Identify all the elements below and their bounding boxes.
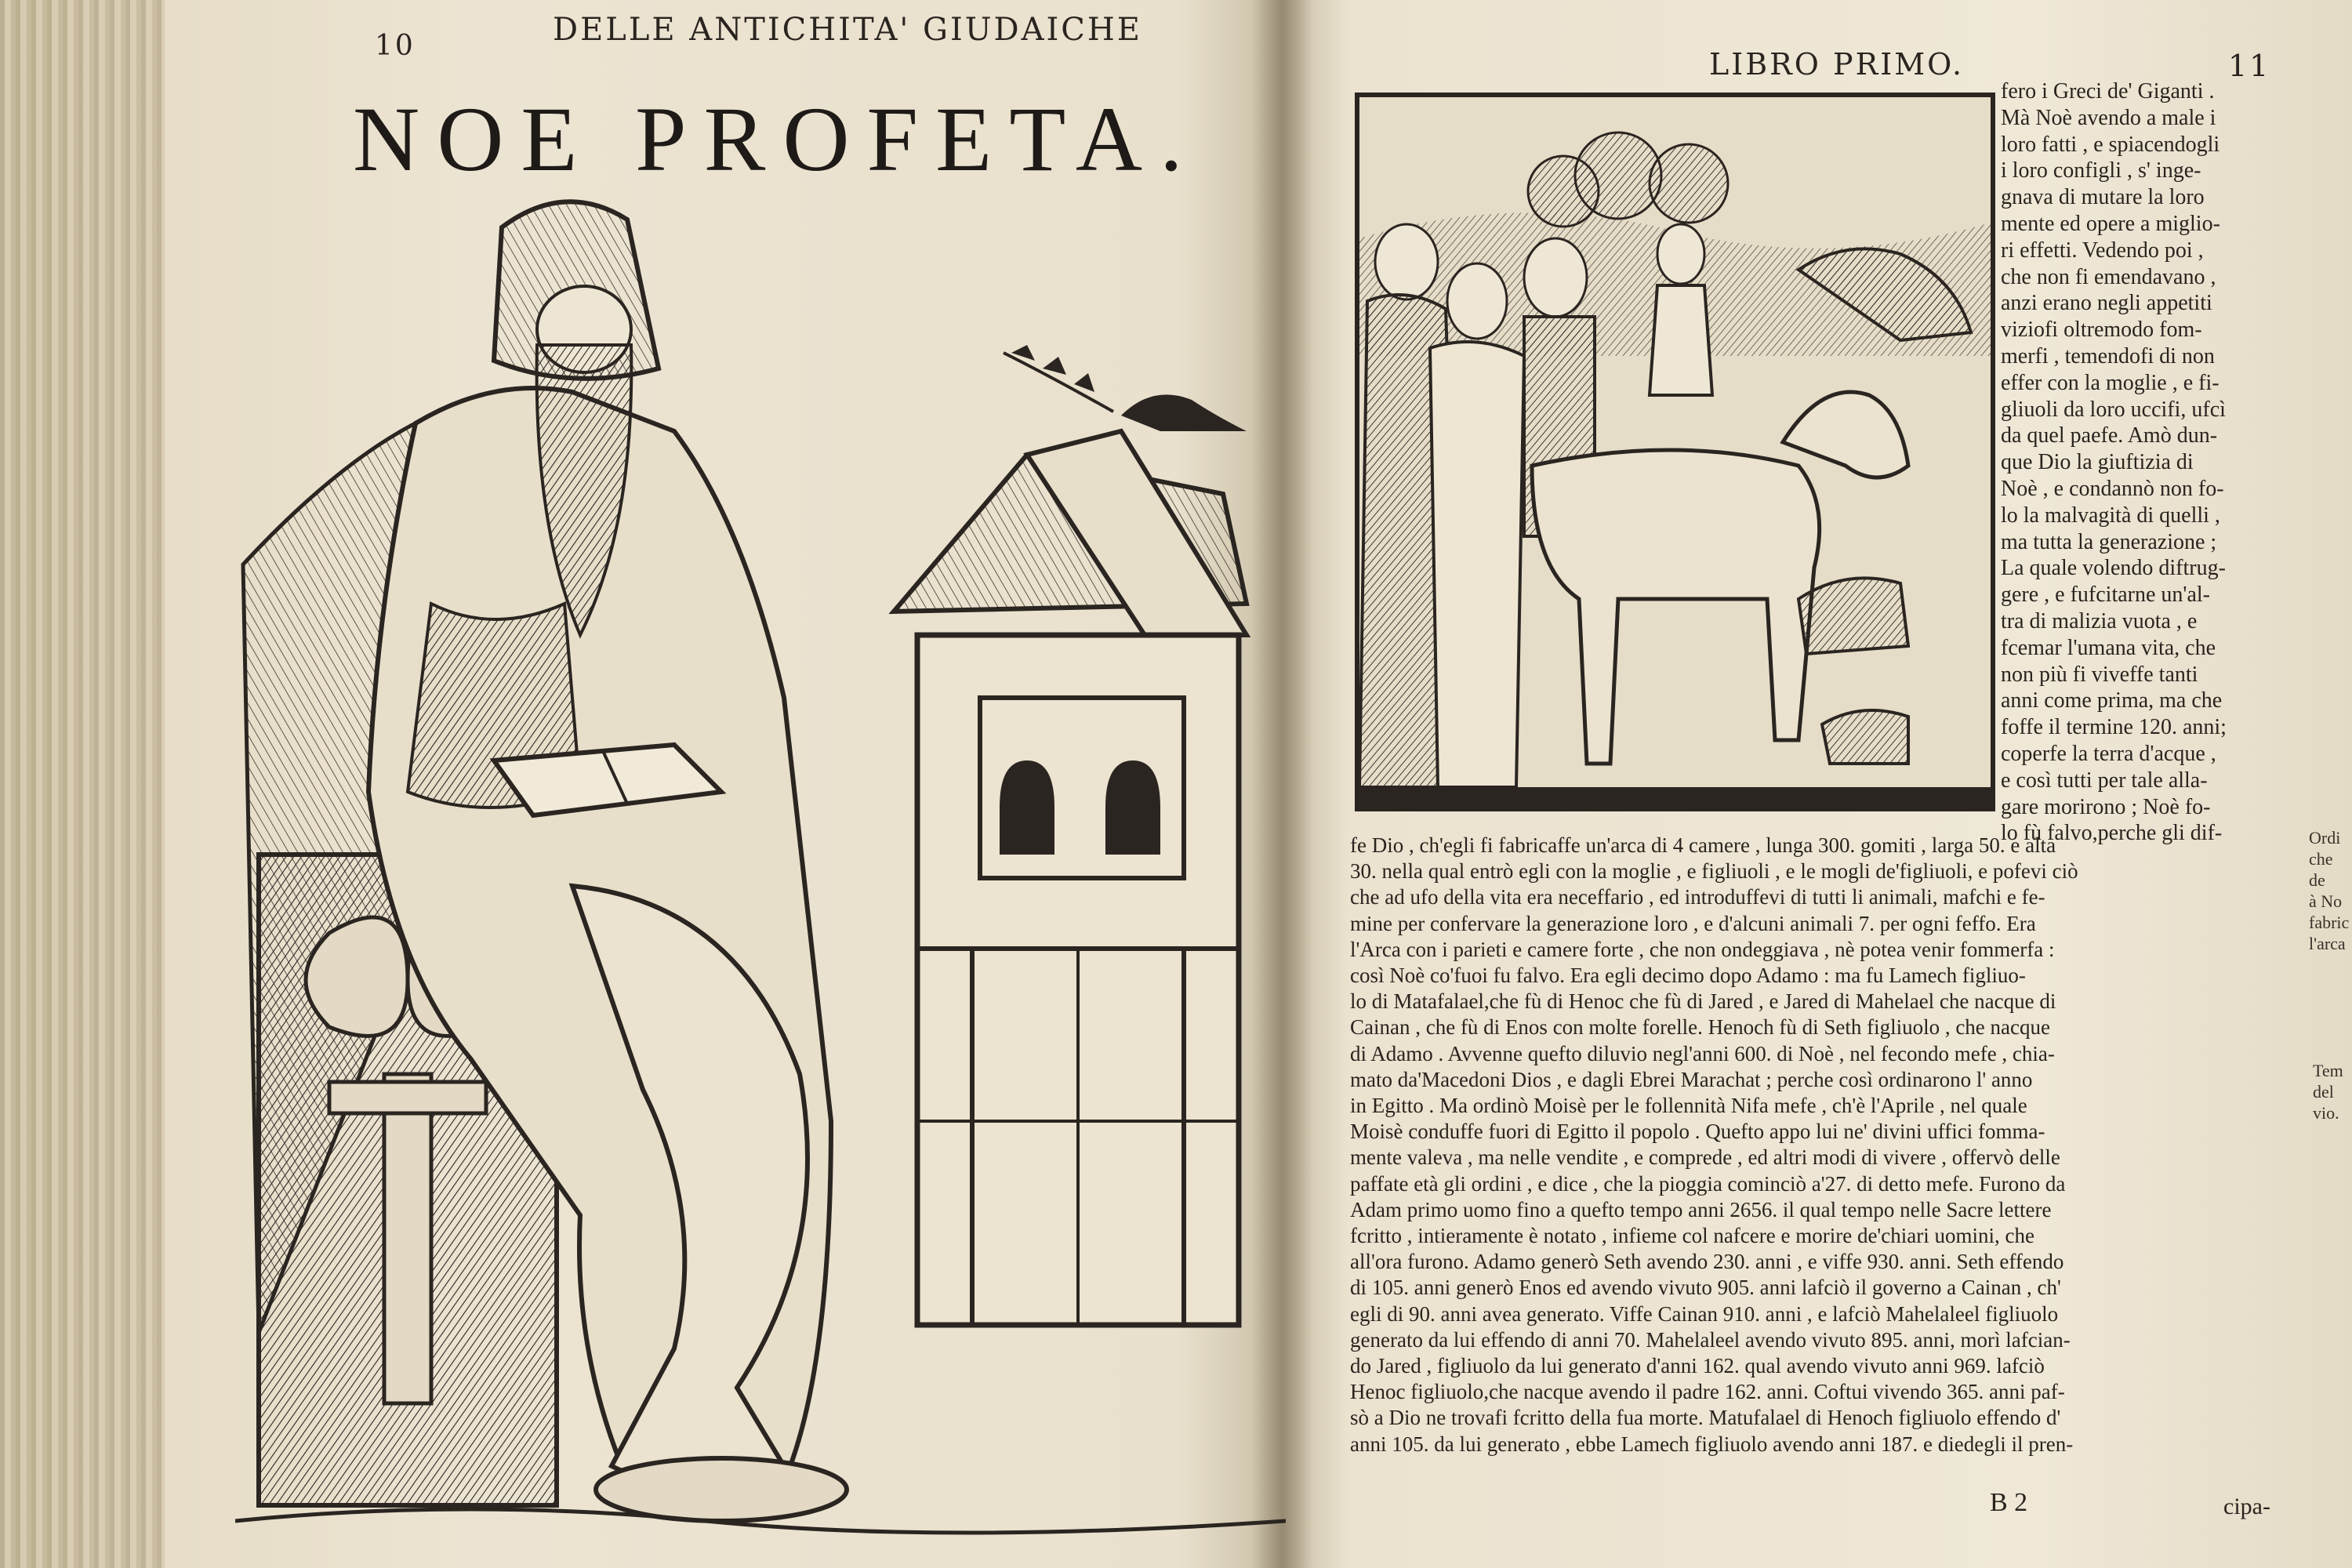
left-running-head: DELLE ANTICHITA' GIUDAICHE	[553, 12, 1142, 48]
column-line: tra di malizia vuota , e	[2001, 608, 2198, 633]
column-line: che non fi emendavano ,	[2001, 264, 2216, 289]
page-title: NOE PROFETA.	[353, 88, 1200, 191]
catchword: cipa-	[2223, 1494, 2270, 1519]
body-line: l'Arca con i parieti e camere forte , che non ondeggiava , nè potea venir fommerfa :	[1350, 937, 2055, 961]
margin-note-tempo: Tem del vio.	[2313, 1061, 2343, 1123]
column-line: fcemar l'umana vita, che	[2001, 635, 2216, 660]
body-line: di 105. anni generò Enos ed avendo vivuto 905. anni lafciò il governo a Cainan , ch'	[1350, 1276, 2061, 1300]
column-line: coperfe la terra d'acque ,	[2001, 741, 2216, 766]
right-narrow-column	[2001, 78, 2227, 847]
body-line: che ad ufo della vita era neceffario , ed introduffevi di tutti li animali, mafchi e fe-	[1350, 885, 2045, 909]
body-line: mato da'Macedoni Dios , e dagli Ebrei Marachat ; perche così ordinarono l' anno	[1350, 1067, 2033, 1091]
column-line: i loro configli , s' inge-	[2001, 158, 2201, 183]
animals-woodcut-illustration	[1355, 93, 1995, 811]
body-line: fe Dio , ch'egli fi fabricaffe un'arca di 4 camere , lunga 300. gomiti , larga 50. e alta	[1350, 833, 2056, 857]
right-page-number: 11	[2228, 49, 2271, 83]
column-line: foffe il termine 120. anni;	[2001, 715, 2227, 740]
column-line: ri effetti. Vedendo poi ,	[2001, 238, 2204, 263]
noah-woodcut-illustration	[235, 196, 1286, 1537]
body-line: all'ora furono. Adamo generò Seth avendo 230. anni , e viffe 930. anni. Seth effendo	[1350, 1250, 2064, 1274]
body-line: lo di Matafalael,che fù di Henoc che fù di Jared , e Jared di Mahelael che nacque di	[1350, 989, 2056, 1014]
page-edges	[0, 0, 165, 1568]
column-line: gliuoli da loro uccifi, ufcì	[2001, 397, 2226, 422]
column-line: Mà Noè avendo a male i	[2001, 105, 2216, 130]
right-running-head: LIBRO PRIMO.	[1709, 47, 1965, 82]
column-line: e così tutti per tale alla-	[2001, 768, 2208, 793]
body-line: Adam primo uomo fino a quefto tempo anni 2656. il qual tempo nelle Sacre lettere	[1350, 1197, 2052, 1221]
body-line: Henoc figliuolo,che nacque avendo il padre 162. anni. Coftui vivendo 365. anni paf-	[1350, 1380, 2065, 1404]
body-line: anni 105. da lui generato , ebbe Lamech figliuolo avendo anni 187. e diedegli il pren-	[1350, 1432, 2074, 1456]
body-line: generato da lui effendo di anni 70. Mahelaleel avendo vivuto 895. anni, morì lafcian-	[1350, 1327, 2071, 1352]
right-main-text	[1350, 833, 2078, 1457]
column-line: ma tutta la generazione ;	[2001, 529, 2217, 554]
column-line: La quale volendo diftrug-	[2001, 556, 2226, 581]
column-line: anzi erano negli appetiti	[2001, 291, 2212, 316]
body-line: do Jared , figliuolo da lui generato d'anni 162. qual avendo vivuto anni 969. lafciò	[1350, 1354, 2045, 1378]
column-line: gere , e fufcitarne un'al-	[2001, 583, 2210, 608]
column-line: viziofi oltremodo fom-	[2001, 318, 2202, 343]
column-line: lo la malvagità di quelli ,	[2001, 503, 2220, 528]
body-line: 30. nella qual entrò egli con la moglie , e figliuoli , e le mogli de'figliuoli, e pofevi ciò	[1350, 859, 2078, 884]
body-line: egli di 90. anni avea generato. Viffe Cainan 910. anni , e lafciò Mahelaleel figliuolo	[1350, 1301, 2059, 1326]
column-line: anni come prima, ma che	[2001, 688, 2223, 713]
noah-figure-svg	[235, 196, 1286, 1537]
body-line: sò a Dio ne trovafi fcritto della fua morte. Matufalael di Henoch figliuolo effendo d'	[1350, 1406, 2061, 1430]
left-page-number: 10	[375, 30, 416, 62]
animals-scene-svg	[1359, 97, 1991, 807]
margin-note-ordine: Ordi che de à No fabric l'arca	[2309, 828, 2350, 953]
body-line: in Egitto . Ma ordinò Moisè per le follennità Nifa mefe , ch'è l'Aprile , nel quale	[1350, 1094, 2027, 1118]
body-line: Moisè conduffe fuori di Egitto il popolo . Quefto appo lui ne' divini uffici fomma-	[1350, 1120, 2045, 1144]
body-line: di Adamo . Avvenne quefto diluvio negl'anni 600. di Noè , nel fecondo mefe , chia-	[1350, 1041, 2055, 1065]
signature-mark: B 2	[1990, 1488, 2028, 1517]
body-line: così Noè co'fuoi fu falvo. Era egli decimo dopo Adamo : ma fu Lamech figliuo-	[1350, 964, 2026, 988]
column-line: loro fatti , e spiacendogli	[2001, 132, 2220, 157]
column-line: fero i Greci de' Giganti .	[2001, 79, 2215, 103]
column-line: effer con la moglie , e fi-	[2001, 370, 2220, 395]
column-line: merfi , temendofi di non	[2001, 343, 2215, 368]
body-line: fcritto , intieramente è notato , infieme col nafcere e morire de'chiari uomini, che	[1350, 1224, 2034, 1248]
body-line: paffate età gli ordini , e dice , che la pioggia cominciò a'27. di detto mefe. Furono da	[1350, 1171, 2066, 1196]
column-line: que Dio la giuftizia di	[2001, 450, 2194, 475]
column-line: gnava di mutare la loro	[2001, 185, 2205, 210]
body-line: mente valeva , ma nelle vendite , e comprede , ed altri modi di vivere , offervò delle	[1350, 1145, 2060, 1170]
body-line: mine per confervare la generazione loro , e d'alcuni animali 7. per ogni feffo. Era	[1350, 911, 2036, 935]
body-line: Cainan , che fù di Enos con molte forelle. Henoch fù di Seth figliuolo , che nacque	[1350, 1015, 2050, 1040]
column-line: gare morirono ; Noè fo-	[2001, 794, 2211, 819]
column-line: da quel paefe. Amò dun-	[2001, 423, 2218, 448]
column-line: mente ed opere a miglio-	[2001, 211, 2220, 236]
column-line: non più fi viveffe tanti	[2001, 662, 2198, 687]
column-line: lo fù falvo,perche gli dif-	[2001, 821, 2223, 846]
column-line: Noè , e condannò non fo-	[2001, 476, 2224, 501]
